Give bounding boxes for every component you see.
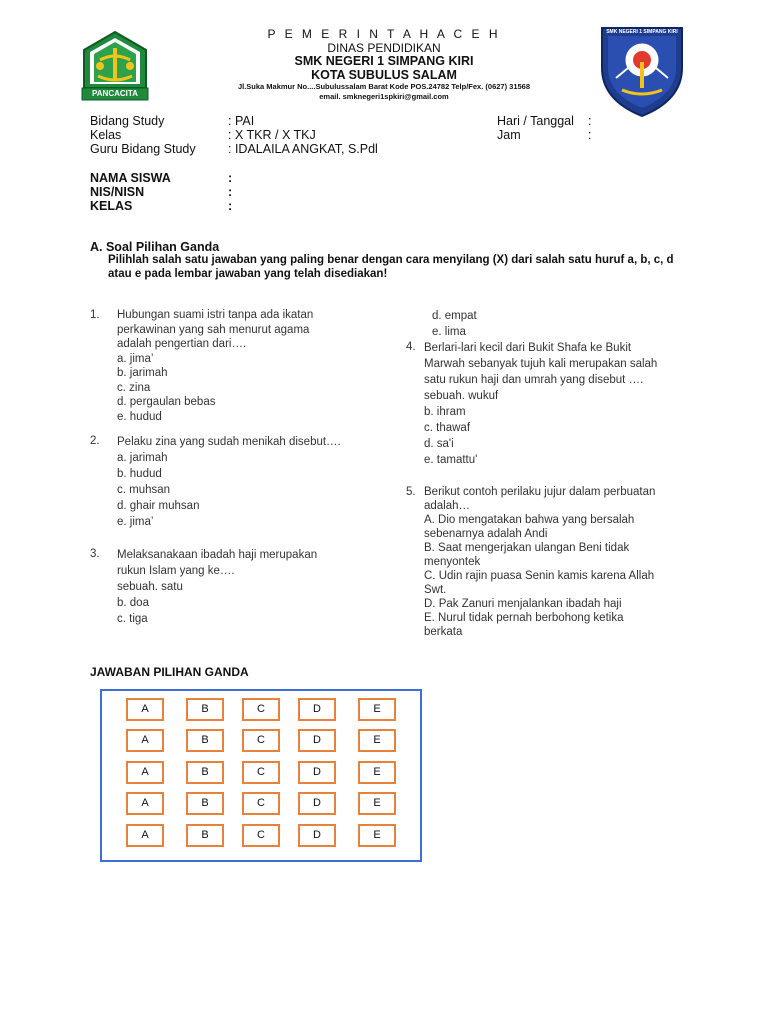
question-5-option-line: berkata xyxy=(424,626,463,638)
question-1-text xyxy=(117,308,313,424)
answer-box-b[interactable]: B xyxy=(186,698,224,721)
left-logo-text: PANCACITA xyxy=(92,89,138,98)
question-1-line: perkawinan yang sah menurut agama xyxy=(117,323,310,336)
question-4-option-b: b. ihram xyxy=(424,406,466,418)
question-2-number: 2. xyxy=(90,435,100,447)
header-address: Jl.Suka Makmur No....Subulussalam Barat Kode POS.24782 Telp/Fex. (0627) 31568 xyxy=(237,82,531,91)
question-5-option-line: C. Udin rajin puasa Senin kamis karena Allah xyxy=(424,570,655,582)
header-school-name: SMK NEGERI 1 SIMPANG KIRI xyxy=(294,54,474,68)
question-2-text xyxy=(117,434,341,530)
question-5-option-line: menyontek xyxy=(424,556,481,568)
question-5-number: 5. xyxy=(406,486,416,498)
question-1-option-c: c. zina xyxy=(117,381,151,394)
section-instruction-line-2: atau e pada lembar jawaban yang telah disediakan! xyxy=(108,268,388,280)
question-5-option-line: E. Nurul tidak pernah berbohong ketika xyxy=(424,612,624,624)
question-1-line: Hubungan suami istri tanpa ada ikatan xyxy=(117,309,314,321)
info-label-subject: Bidang Study xyxy=(90,114,165,128)
question-5-option-line: Swt. xyxy=(424,584,447,596)
question-5-option-line: sebenarnya adalah Andi xyxy=(424,528,548,540)
question-3-option-b: b. doa xyxy=(117,597,149,609)
answer-box-c[interactable]: C xyxy=(242,761,280,784)
question-5-text xyxy=(424,485,655,639)
answer-sheet-title: JAWABAN PILIHAN GANDA xyxy=(90,665,249,679)
question-2-option-d: d. ghair muhsan xyxy=(117,500,200,512)
student-value-name: : xyxy=(228,171,233,185)
answer-box-b[interactable]: B xyxy=(186,761,224,784)
info-label-day-date: Hari / Tanggal xyxy=(497,114,574,128)
info-value-class: : X TKR / X TKJ xyxy=(228,128,316,142)
header-city: KOTA SUBULUS SALAM xyxy=(311,68,457,82)
answer-box-e[interactable]: E xyxy=(358,729,396,752)
question-3-option-a: sebuah. satu xyxy=(117,581,183,593)
question-1-option-b: b. jarimah xyxy=(117,367,168,379)
info-value-time: : xyxy=(588,128,592,142)
question-5-option-line: B. Saat mengerjakan ulangan Beni tidak xyxy=(424,542,630,554)
answer-box-c[interactable]: C xyxy=(242,824,280,847)
answer-box-d[interactable]: D xyxy=(298,729,336,752)
question-4-option-e: e. tamattu' xyxy=(424,454,478,466)
info-value-teacher: : IDALAILA ANGKAT, S.Pdl xyxy=(228,142,378,156)
student-label-class: KELAS xyxy=(90,199,133,213)
answer-box-e[interactable]: E xyxy=(358,792,396,815)
question-3-number: 3. xyxy=(90,548,100,560)
question-2-option-a: a. jarimah xyxy=(117,452,168,464)
answer-box-d[interactable]: D xyxy=(298,761,336,784)
answer-box-a[interactable]: A xyxy=(126,729,164,752)
student-label-name: NAMA SISWA xyxy=(90,171,171,185)
question-1-option-a: a. jima’ xyxy=(117,352,154,365)
answer-box-d[interactable]: D xyxy=(298,792,336,815)
header-department: DINAS PENDIDIKAN xyxy=(327,41,441,55)
answer-box-a[interactable]: A xyxy=(126,761,164,784)
question-4-text xyxy=(424,340,657,468)
info-value-day-date: : xyxy=(588,114,592,128)
section-title: A. Soal Pilihan Ganda xyxy=(90,240,220,254)
question-2-line: Pelaku zina yang sudah menikah disebut…. xyxy=(117,436,341,448)
answer-box-e[interactable]: E xyxy=(358,824,396,847)
answer-box-d[interactable]: D xyxy=(298,698,336,721)
question-5-line: Berikut contoh perilaku jujur dalam perbuatan xyxy=(424,486,656,498)
question-5-option-line: D. Pak Zanuri menjalankan ibadah haji xyxy=(424,598,622,610)
student-label-nis: NIS/NISN xyxy=(90,185,145,199)
question-4-option-a: sebuah. wukuf xyxy=(424,390,499,402)
header-government: P E M E R I N T A H A C E H xyxy=(267,27,501,41)
question-1-option-d: d. pergaulan bebas xyxy=(117,396,216,408)
info-value-subject: : PAI xyxy=(228,114,255,128)
question-3-option-d: d. empat xyxy=(432,310,477,322)
answer-box-e[interactable]: E xyxy=(358,761,396,784)
info-label-teacher: Guru Bidang Study xyxy=(90,142,196,156)
question-5-line: adalah… xyxy=(424,500,471,512)
student-value-nis: : xyxy=(228,185,233,199)
question-3-continued xyxy=(432,308,477,340)
question-2-option-e: e. jima’ xyxy=(117,516,154,528)
answer-box-c[interactable]: C xyxy=(242,792,280,815)
question-3-line: Melaksanakaan ibadah haji merupakan xyxy=(117,549,318,561)
question-4-line: Berlari-lari kecil dari Bukit Shafa ke Bukit xyxy=(424,342,632,354)
answer-box-c[interactable]: C xyxy=(242,698,280,721)
answer-sheet-grid xyxy=(100,689,422,862)
question-3-line: rukun Islam yang ke…. xyxy=(117,565,235,577)
question-4-number: 4. xyxy=(406,341,416,353)
info-label-class: Kelas xyxy=(90,128,122,142)
answer-box-b[interactable]: B xyxy=(186,824,224,847)
question-4-option-c: c. thawaf xyxy=(424,422,471,434)
answer-box-a[interactable]: A xyxy=(126,698,164,721)
question-2-option-b: b. hudud xyxy=(117,468,162,480)
question-2-option-c: c. muhsan xyxy=(117,484,171,496)
question-4-line: satu rukun haji dan umrah yang disebut …. xyxy=(424,374,644,386)
question-3-option-e: e. lima xyxy=(432,326,466,338)
answer-box-b[interactable]: B xyxy=(186,792,224,815)
answer-box-c[interactable]: C xyxy=(242,729,280,752)
right-logo-text: SMK NEGERI 1 SIMPANG KIRI xyxy=(606,29,678,35)
answer-box-b[interactable]: B xyxy=(186,729,224,752)
header-email: email. smknegeri1spkiri@gmail.com xyxy=(319,92,449,101)
question-3-text xyxy=(117,547,317,627)
answer-box-d[interactable]: D xyxy=(298,824,336,847)
question-1-line: adalah pengertian dari…. xyxy=(117,338,247,350)
section-instruction-line-1: Pilihlah salah satu jawaban yang paling benar dengan cara menyilang (X) dari salah satu huruf a, b, c, d xyxy=(108,254,674,266)
question-1-number: 1. xyxy=(90,309,100,321)
answer-box-e[interactable]: E xyxy=(358,698,396,721)
answer-box-a[interactable]: A xyxy=(126,824,164,847)
question-3-option-c: c. tiga xyxy=(117,613,148,625)
question-4-line: Marwah sebanyak tujuh kali merupakan salah xyxy=(424,358,658,370)
question-5-option-line: A. Dio mengatakan bahwa yang bersalah xyxy=(424,514,635,526)
question-4-option-d: d. sa'i xyxy=(424,438,454,450)
info-label-time: Jam xyxy=(497,128,521,142)
question-1-option-e: e. hudud xyxy=(117,410,162,423)
student-value-class: : xyxy=(228,199,233,213)
answer-box-a[interactable]: A xyxy=(126,792,164,815)
